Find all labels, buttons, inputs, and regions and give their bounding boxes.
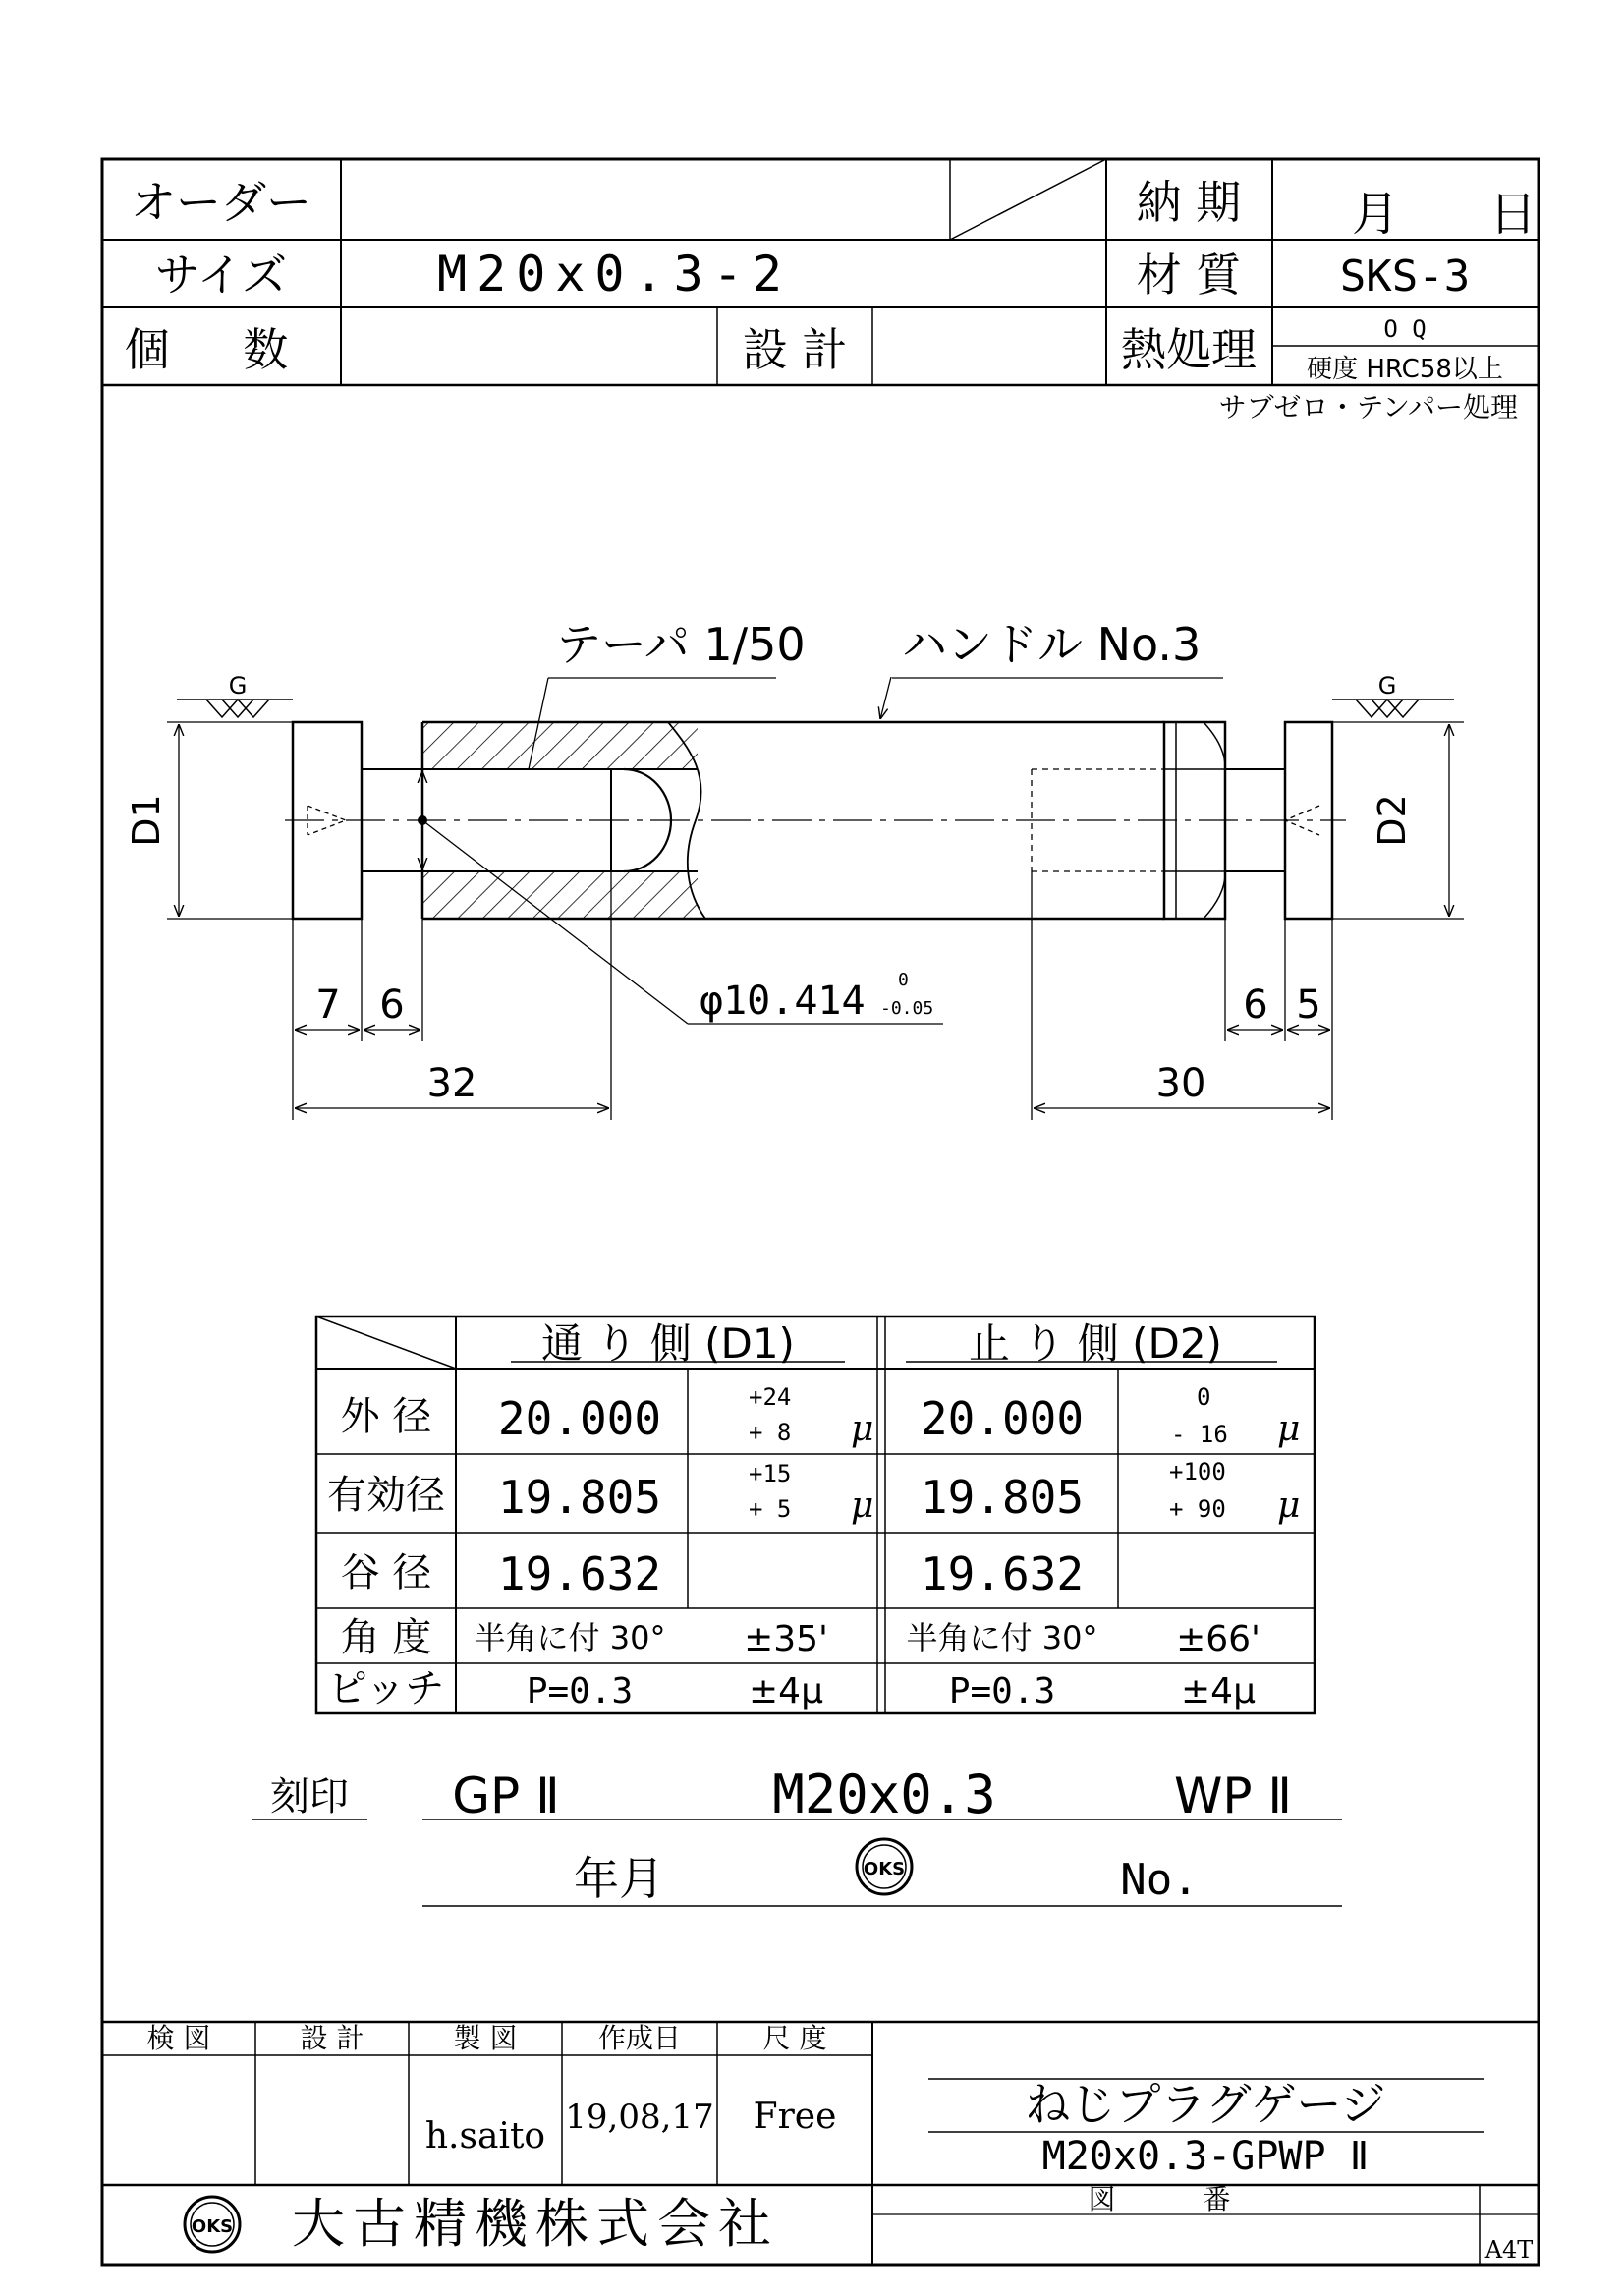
- surface-finish-left: [177, 700, 293, 717]
- dim-30: 30: [1155, 1061, 1206, 1106]
- size-label: サイズ: [154, 249, 288, 302]
- footer-drawing-number-label: 図 番: [1088, 2183, 1270, 2215]
- bore-point: [418, 815, 427, 825]
- footer-company: 大古精機株式会社: [292, 2193, 779, 2255]
- nogo-pitch: P=0.3: [948, 1671, 1056, 1711]
- taper-label: テーパ 1/50: [556, 618, 806, 671]
- go-pitch-diameter: 19.805: [497, 1471, 662, 1524]
- heat-treatment-label: 熱処理: [1121, 323, 1257, 376]
- go-pitch-unit: μ: [851, 1485, 874, 1526]
- nogo-side-header: 止 り 側 (D2): [969, 1319, 1222, 1368]
- d1-label: D1: [125, 794, 168, 847]
- footer-part-number: M20x0.3-GPWP Ⅱ: [1041, 2134, 1370, 2179]
- go-side-header: 通 り 側 (D1): [541, 1319, 795, 1368]
- go-outer-diameter: 20.000: [497, 1392, 662, 1445]
- delivery-month: 月: [1351, 187, 1400, 242]
- size-value: M20x0.3-2: [437, 246, 792, 303]
- go-pitch-tol-upper: +15: [749, 1460, 792, 1487]
- heat-treatment-value: O Q: [1383, 315, 1427, 343]
- nogo-outer-unit: μ: [1277, 1409, 1301, 1449]
- order-label: オーダー: [131, 176, 311, 229]
- treatment-note: サブゼロ・テンパー処理: [1218, 391, 1518, 423]
- nogo-pitch-unit: μ: [1277, 1485, 1301, 1526]
- nogo-pitch-diameter: 19.805: [920, 1471, 1085, 1524]
- footer-created-label: 作成日: [597, 2022, 682, 2054]
- surface-finish-right: [1332, 700, 1454, 717]
- svg-text:OKS: OKS: [863, 1859, 906, 1879]
- go-root-diameter: 19.632: [497, 1547, 662, 1600]
- go-angle-tol: ±35': [744, 1619, 828, 1659]
- bore-diameter: φ10.414: [700, 979, 866, 1024]
- go-outer-tol-lower: + 8: [749, 1419, 792, 1446]
- sheet-border: [102, 159, 1539, 2265]
- bore-tolerance-upper: 0: [898, 970, 909, 990]
- dim-6-right: 6: [1243, 982, 1268, 1028]
- dim-6-left: 6: [379, 982, 405, 1028]
- marking-year-month: 年月: [574, 1852, 664, 1905]
- nogo-angle-tol: ±66': [1176, 1619, 1260, 1659]
- section-hatch-top: [422, 722, 698, 769]
- nogo-outer-tol-upper: 0: [1197, 1383, 1211, 1411]
- row-label-outer-diameter: 外 径: [340, 1394, 432, 1439]
- marking-right: WP Ⅱ: [1173, 1767, 1293, 1824]
- quantity-label: 個 数: [124, 323, 318, 376]
- nogo-outer-diameter: 20.000: [920, 1392, 1085, 1445]
- go-pitch-tol: ±4μ: [749, 1671, 823, 1711]
- d2-label: D2: [1371, 794, 1414, 847]
- nogo-root-diameter: 19.632: [920, 1547, 1085, 1600]
- nogo-outer-tol-lower: - 16: [1171, 1421, 1228, 1448]
- footer-inspect-label: 検 図: [146, 2022, 211, 2054]
- marking-left: GP Ⅱ: [452, 1767, 560, 1824]
- design-label: 設 計: [742, 323, 848, 376]
- marking-number: No.: [1120, 1855, 1199, 1905]
- hardness-spec: 硬度 HRC58以上: [1307, 355, 1503, 384]
- material-label: 材 質: [1136, 249, 1242, 302]
- nogo-pitch-tol-upper: +100: [1169, 1458, 1226, 1485]
- nogo-angle: 半角に付 30°: [906, 1619, 1098, 1656]
- row-label-root-diameter: 谷 径: [340, 1550, 432, 1596]
- go-outer-tol-upper: +24: [749, 1383, 792, 1411]
- delivery-day: 日: [1488, 187, 1538, 242]
- row-label-pitch-diameter: 有効径: [327, 1473, 445, 1518]
- material-value: SKS-3: [1339, 252, 1471, 302]
- go-pitch: P=0.3: [526, 1671, 634, 1711]
- svg-text:OKS: OKS: [191, 2216, 234, 2237]
- row-label-angle: 角 度: [340, 1615, 432, 1660]
- dim-7: 7: [315, 982, 341, 1028]
- nogo-pitch-tol: ±4μ: [1181, 1671, 1256, 1711]
- footer-sheet-size: A4T: [1484, 2236, 1534, 2264]
- dim-32: 32: [426, 1061, 477, 1106]
- marking-center: M20x0.3: [772, 1764, 996, 1825]
- go-outer-unit: μ: [851, 1409, 874, 1449]
- oks-logo-footer: [185, 2197, 240, 2252]
- footer-title: ねじプラグゲージ: [1025, 2078, 1386, 2131]
- footer-scale-value: Free: [753, 2097, 837, 2137]
- finish-grade-left: G: [228, 672, 248, 700]
- footer-scale-label: 尺 度: [762, 2022, 827, 2054]
- nogo-pitch-tol-lower: + 90: [1169, 1495, 1226, 1523]
- row-label-pitch: ピッチ: [327, 1666, 445, 1711]
- footer-draft-label: 製 図: [453, 2022, 518, 2054]
- go-angle: 半角に付 30°: [474, 1619, 666, 1656]
- footer-design-label: 設 計: [300, 2022, 364, 2054]
- go-pitch-tol-lower: + 5: [749, 1495, 792, 1523]
- delivery-label: 納 期: [1136, 176, 1242, 229]
- dim-5: 5: [1296, 982, 1321, 1028]
- oks-logo-marking: [857, 1839, 912, 1894]
- finish-grade-right: G: [1377, 672, 1397, 700]
- section-hatch-bottom: [422, 871, 698, 919]
- marking-label: 刻印: [270, 1774, 349, 1820]
- bore-tolerance-lower: -0.05: [880, 998, 934, 1019]
- footer-drafter: h.saito: [424, 2116, 546, 2156]
- handle-label: ハンドル No.3: [902, 618, 1202, 671]
- footer-date: 19,08,17: [565, 2098, 714, 2137]
